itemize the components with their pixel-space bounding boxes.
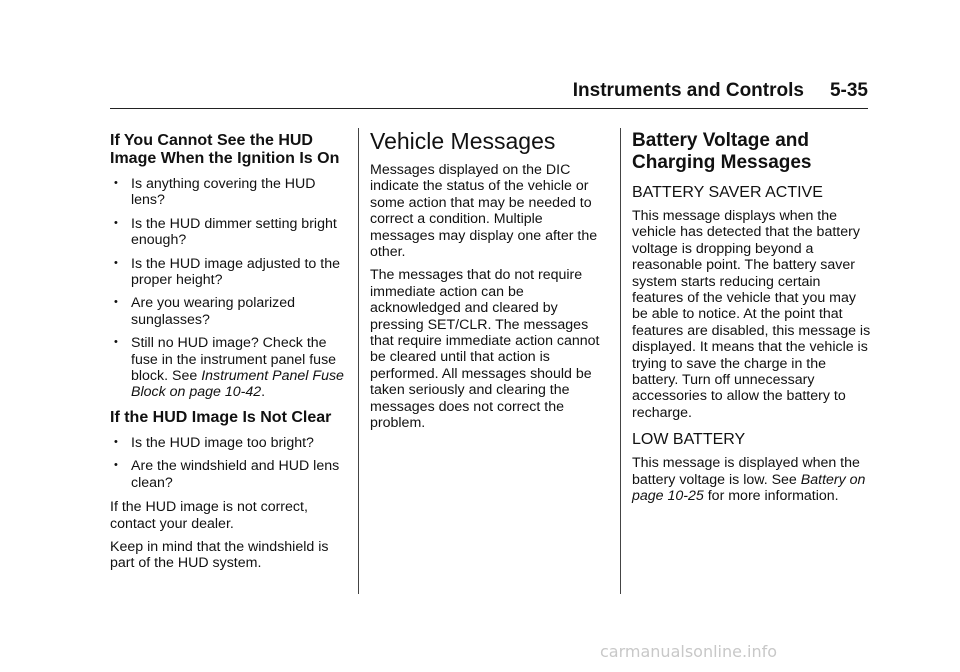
hud-not-clear-list [110,435,350,491]
vehicle-messages-title: Vehicle Messages [370,128,556,154]
list-item: • Are the windshield and HUD lens clean? [114,458,340,491]
paragraph: Messages displayed on the DIC indicate the status of the vehicle or some action that may be needed to correct a condition. Multiple messages may display one after the other. [370,162,598,261]
page-number: 5-35 [829,80,868,101]
bullet-icon: • [114,296,118,309]
column-2 [370,128,610,439]
paragraph: This message displays when the vehicle has detected that the battery voltage is dropping beyond a reasonable point. The battery saver system starts reducing certain features of the vehicle that you may be able to notice. At the point that features are disabled, this message is displayed. It means that the vehicle is trying to save the charge in the battery. Turn off unnecessary accessories to allow the battery to recharge. [632,208,871,421]
column-3 [632,128,872,512]
hud-not-visible-list [110,176,350,401]
battery-reference-link[interactable]: Battery on page 10-25 [632,471,866,505]
list-item: • Are you wearing polarized sunglasses? [114,295,296,328]
column-1 [110,128,350,579]
paragraph: Keep in mind that the windshield is part of the HUD system. [110,538,329,572]
bullet-icon: • [114,216,118,229]
fuse-block-reference-link[interactable]: Instrument Panel Fuse Block on page 10-42 [131,368,344,401]
bullet-icon: • [114,336,118,349]
bullet-icon: • [114,459,118,472]
bullet-icon: • [114,256,118,269]
section-title: Instruments and Controls [572,80,804,101]
page-header [92,80,868,102]
bullet-icon: • [114,435,118,448]
list-item: • Still no HUD image? Check the fuse in the instrument panel fuse block. See Instrument Panel Fuse Block on page 10-42. [114,335,344,401]
hud-not-visible-heading: If You Cannot See the HUD Image When the Ignition Is On [110,132,340,167]
hud-not-clear-heading: If the HUD Image Is Not Clear [110,408,332,426]
list-item: • Is the HUD image adjusted to the proper height? [114,255,340,289]
column-divider-1 [358,128,359,594]
battery-saver-heading: BATTERY SAVER ACTIVE [632,184,823,201]
list-item: • Is the HUD image too bright? [114,434,314,451]
list-item: • Is anything covering the HUD lens? [114,176,316,209]
header-rule [110,108,868,109]
list-item: • Is the HUD dimmer setting bright enough? [114,215,337,249]
low-battery-heading: LOW BATTERY [632,431,746,449]
column-divider-2 [620,128,621,594]
battery-messages-title: Battery Voltage and Charging Messages [632,130,812,173]
watermark: carmanualsonline.info [600,642,778,661]
paragraph: If the HUD image is not correct, contact your dealer. [110,499,308,532]
paragraph: This message is displayed when the battery voltage is low. See Battery on page 10-25 for more information. [632,455,866,505]
paragraph: The messages that do not require immediate action can be acknowledged and cleared by pressing SET/CLR. The messages that require immediate action cannot be cleared until that action is performed. All messages should be taken seriously and clearing the messages does not correct the problem. [370,267,600,432]
bullet-icon: • [114,177,118,189]
